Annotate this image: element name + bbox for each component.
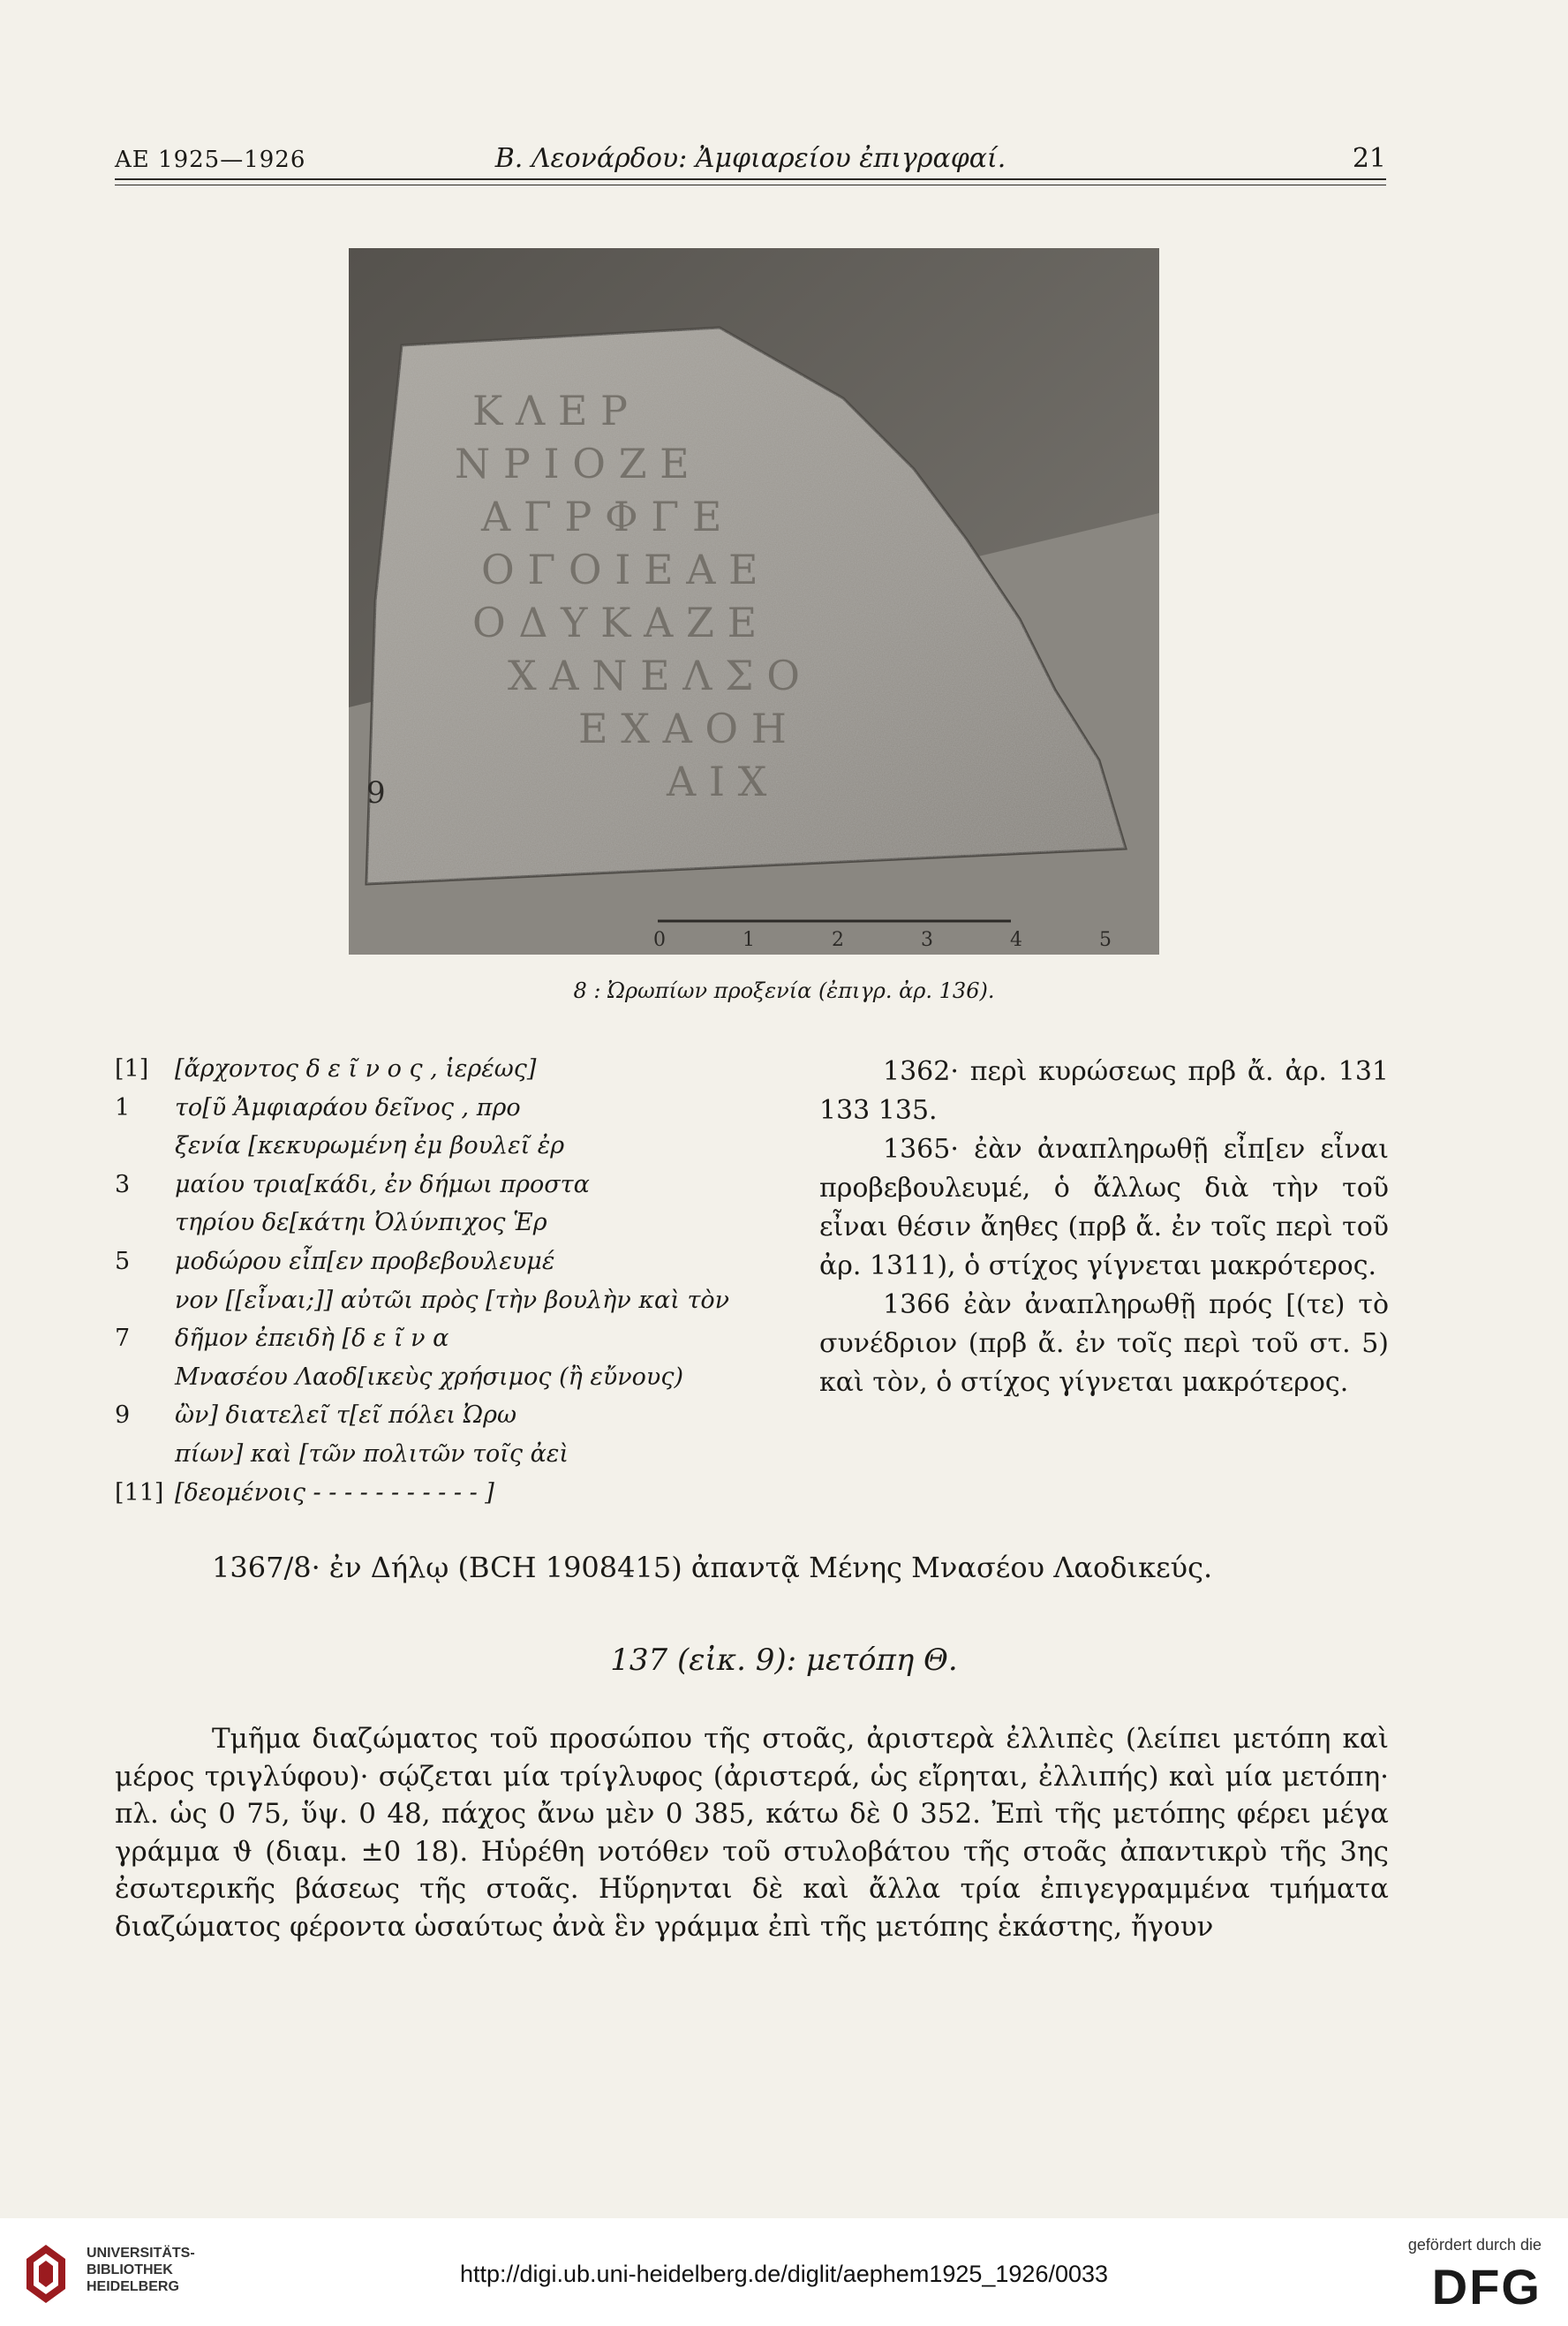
line-number: 3 xyxy=(115,1170,131,1198)
line-text: ὢν] διατελεῖ τ[εῖ πόλει Ὠρω xyxy=(175,1401,516,1430)
stone-image xyxy=(349,248,1159,955)
line-text: [δεομένοις - - - - - - - - - - - ] xyxy=(175,1478,494,1507)
svg-text:Α Ι Χ: Α Ι Χ xyxy=(667,758,767,805)
funding-label: gefördert durch die xyxy=(1407,2236,1542,2254)
note-136-2: 1362· περὶ κυρώσεως πρβ ἄ. ἀρ. 131 133 135. xyxy=(819,1056,1389,1126)
commentary-notes xyxy=(819,1053,1389,1402)
source-url-link[interactable]: http://digi.ub.uni-heidelberg.de/diglit/aephem1925_1926/0033 xyxy=(459,2261,1109,2287)
inscription-line xyxy=(115,1132,786,1171)
inscription-line xyxy=(115,1287,786,1325)
svg-text:Κ Λ Ε Ρ: Κ Λ Ε Ρ xyxy=(472,387,628,434)
dfg-credit xyxy=(1365,2236,1542,2315)
line-number: 5 xyxy=(115,1247,131,1275)
body-paragraph xyxy=(115,1720,1389,1945)
inscription-photograph xyxy=(349,248,1159,955)
running-header xyxy=(115,140,1386,175)
line-text: [ἄρχοντος δ ε ῖ ν ο ς , ἱερέως] xyxy=(175,1055,537,1083)
library-name: UNIVERSITÄTS- BIBLIOTHEK HEIDELBERG xyxy=(87,2246,195,2294)
line-text: μαίου τρια[κάδι, ἐν δήμωι προστα xyxy=(175,1170,590,1198)
inscription-text xyxy=(115,1055,786,1517)
journal-label: ΑΕ 1925—1926 xyxy=(115,147,306,173)
line-number: 7 xyxy=(115,1325,131,1353)
note-136-7-8: 1367/8· ἐν Δήλῳ (BCH 1908415) ἀπαντᾷ Μένης Μνασέου Λαοδικεύς. xyxy=(212,1551,1213,1584)
svg-text:Ν Ρ Ι Ο Ζ Ε: Ν Ρ Ι Ο Ζ Ε xyxy=(455,440,690,487)
article-title: Β. Λεονάρδου: Ἀμφιαρείου ἐπιγραφαί. xyxy=(494,143,1006,174)
header-rule xyxy=(115,178,1386,180)
svg-text:Ο Γ Ο Ι Ε Α Ε: Ο Γ Ο Ι Ε Α Ε xyxy=(481,546,758,593)
svg-text:Ε Χ Α Ο Η: Ε Χ Α Ο Η xyxy=(578,705,787,752)
line-text: Μνασέου Λαοδ[ικεὺς χρήσιμος (ἢ εὔνους) xyxy=(175,1363,684,1391)
note-136-6: 1366 ἐὰν ἀναπληρωθῇ πρός [(τε) τὸ συνέδριον (πρβ ἄ. ἐν τοῖς περὶ τοῦ στ. 5) καὶ τὸν, ὁ στίχος γίγνεται μακρότερος. xyxy=(819,1289,1389,1398)
inscription-line xyxy=(115,1248,786,1287)
line-text: νον [[εἶναι;]] αὐτῶι πρὸς [τὴν βουλὴν καὶ τὸν xyxy=(175,1286,730,1314)
note-136-5: 1365· ἐὰν ἀναπληρωθῇ εἶπ[εν εἶναι προβεβουλευμέ, ὁ ἄλλως διὰ τὴν τοῦ εἶναι θέσιν ἄηθες (πρβ ἄ. ἐν τοῖς περὶ τοῦ ἀρ. 1311), ὁ στίχος γίγνεται μακρότερος. xyxy=(819,1134,1389,1281)
line-number: [11] xyxy=(115,1478,164,1507)
line-9-marker: 9 xyxy=(366,775,386,811)
line-text: πίων] καὶ [τῶν πολιτῶν τοῖς ἀεὶ xyxy=(175,1439,569,1468)
svg-text:Ο Δ Υ Κ Α Ζ Ε: Ο Δ Υ Κ Α Ζ Ε xyxy=(472,599,758,646)
inscription-line xyxy=(115,1055,786,1094)
svg-text:Α Γ Ρ Φ Γ Ε: Α Γ Ρ Φ Γ Ε xyxy=(481,493,722,540)
inscription-line xyxy=(115,1209,786,1248)
inscription-line xyxy=(115,1363,786,1402)
inscription-line xyxy=(115,1479,786,1518)
inscription-line xyxy=(115,1440,786,1479)
section-heading-137: 137 (εἰκ. 9): μετόπη Θ. xyxy=(610,1643,958,1678)
line-text: δῆμον ἐπειδὴ [δ ε ῖ ν α xyxy=(175,1325,449,1353)
line-text: ξενία [κεκυρωμένη ἐμ βουλεῖ ἐρ xyxy=(175,1132,565,1160)
digitization-footer xyxy=(0,2218,1568,2326)
scale-bar-label: 0 1 2 3 4 5 xyxy=(653,929,1147,951)
paragraph-text: Τμῆμα διαζώματος τοῦ προσώπου τῆς στοᾶς, ἀριστερὰ ἐλλιπὲς (λείπει μετόπη καὶ μέρος τριγλύφου)· σῴζεται μία τρίγλυφος (ἀριστερά, ὡς εἴρηται, ἐλλιπής) καὶ μία μετόπη· πλ. ὡς 0 75, ὕψ. 0 48, πάχος ἄνω μὲν 0 385, κάτω δὲ 0 352. Ἐπὶ τῆς μετόπης φέρει μέγα γράμμα ϑ (διαμ. ±0 18). Ηὑρέθη νοτόθεν τοῦ στυλοβάτου τῆς στοᾶς ἀπαντικρὺ τῆς 3ης ἐσωτερικῆς βάσεως τῆς στοᾶς. Ηὕρηνται δὲ καὶ ἄλλα τρία ἐπιγεγραμμένα τμήματα διαζώματος φέροντα ὡσαύτως ἀνὰ ἓν γράμμα ἐπὶ τῆς μετόπης ἑκάστης, ἤγουν xyxy=(115,1723,1389,1943)
inscription-line xyxy=(115,1094,786,1133)
svg-text:Χ Α Ν Ε Λ Σ Ο: Χ Α Ν Ε Λ Σ Ο xyxy=(508,652,800,699)
line-number: 9 xyxy=(115,1401,131,1430)
dfg-logo: DFG xyxy=(1431,2259,1542,2315)
line-text: τηρίου δε[κάτηι Ὀλύνπιχος Ἑρ xyxy=(175,1209,547,1237)
page-number: 21 xyxy=(1352,143,1386,174)
line-text: το[ῦ Ἀμφιαράου δεῖνος , προ xyxy=(175,1093,521,1121)
inscription-line xyxy=(115,1171,786,1210)
line-number: 1 xyxy=(115,1093,131,1121)
inscription-line xyxy=(115,1401,786,1440)
figure-caption: 8 : Ὠρωπίων προξενία (ἐπιγρ. ἀρ. 136). xyxy=(573,978,995,1003)
line-text: μοδώρου εἶπ[εν προβεβουλευμέ xyxy=(175,1247,555,1275)
inscription-line xyxy=(115,1325,786,1363)
line-number: [1] xyxy=(115,1055,149,1083)
